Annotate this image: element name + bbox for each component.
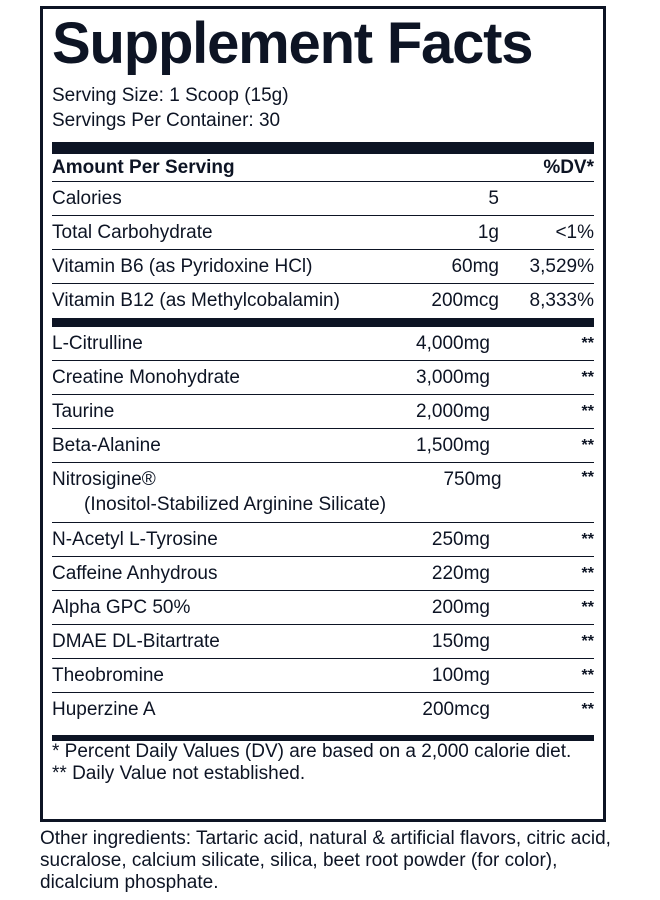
ingredient-dv: ** — [581, 666, 594, 684]
ingredient-amount: 150mg — [431, 630, 490, 652]
ingredient-dv: ** — [581, 632, 594, 650]
ingredient-row — [52, 557, 594, 591]
serving-size: Serving Size: 1 Scoop (15g) — [52, 85, 289, 106]
nutrient-dv: <1% — [555, 221, 594, 243]
ingredient-name: Alpha GPC 50% — [52, 596, 191, 618]
ingredient-row — [52, 429, 594, 463]
ingredient-amount: 220mg — [431, 562, 490, 584]
thick-divider — [52, 142, 594, 154]
ingredient-dv: ** — [581, 436, 594, 454]
section-divider — [52, 318, 594, 327]
ingredient-name: Nitrosigine® — [52, 469, 156, 490]
ingredient-name: N-Acetyl L-Tyrosine — [52, 528, 218, 550]
ingredient-name: Creatine Monohydrate — [52, 366, 240, 388]
servings-per-container: Servings Per Container: 30 — [52, 110, 281, 131]
ingredient-name: Beta-Alanine — [52, 434, 161, 456]
ingredient-dv: ** — [581, 598, 594, 616]
footnote-dv: * Percent Daily Values (DV) are based on a 2,000 calorie diet. — [52, 741, 572, 762]
amount-header-row — [52, 154, 594, 182]
nutrient-row — [52, 284, 594, 318]
ingredient-row — [52, 659, 594, 693]
ingredient-row — [52, 591, 594, 625]
nutrient-name: Vitamin B6 (as Pyridoxine HCl) — [52, 255, 313, 277]
ingredient-row — [52, 463, 594, 523]
panel-title: Supplement Facts — [52, 11, 533, 76]
nutrient-row — [52, 182, 594, 216]
ingredient-dv: ** — [581, 701, 594, 718]
nutrient-name: Calories — [52, 187, 122, 209]
ingredient-dv: ** — [581, 564, 594, 582]
nutrient-row — [52, 250, 594, 284]
amount-per-serving-label: Amount Per Serving — [52, 156, 235, 178]
ingredient-name: Theobromine — [52, 664, 164, 686]
ingredient-amount: 100mg — [431, 664, 490, 686]
ingredient-amount: 250mg — [431, 528, 490, 550]
ingredient-amount: 1,500mg — [416, 434, 490, 456]
footnote-not-established: ** Daily Value not established. — [52, 763, 306, 784]
ingredient-row — [52, 327, 594, 361]
ingredient-name: L-Citrulline — [52, 332, 143, 354]
ingredient-dv: ** — [581, 402, 594, 420]
ingredient-amount: 200mcg — [422, 699, 490, 720]
nutrient-dv: 3,529% — [529, 255, 594, 277]
nutrient-amount: 1g — [477, 221, 499, 243]
nutrient-amount: 200mcg — [431, 290, 499, 311]
ingredient-dv: ** — [581, 368, 594, 386]
ingredient-name-block — [52, 469, 386, 516]
ingredient-dv: ** — [581, 334, 594, 352]
ingredient-name: Taurine — [52, 400, 115, 422]
ingredient-row — [52, 523, 594, 557]
ingredient-row — [52, 693, 594, 727]
nutrient-row — [52, 216, 594, 250]
nutrient-name: Vitamin B12 (as Methylcobalamin) — [52, 290, 340, 311]
ingredient-dv: ** — [581, 530, 594, 548]
ingredient-dv: ** — [581, 469, 594, 486]
supplement-facts-panel — [40, 6, 606, 822]
nutrient-amount: 5 — [488, 187, 499, 209]
ingredient-name: DMAE DL-Bitartrate — [52, 630, 220, 652]
ingredient-name: Caffeine Anhydrous — [52, 562, 218, 584]
ingredient-amount: 200mg — [431, 596, 490, 618]
ingredient-subname: (Inositol-Stabilized Arginine Silicate) — [84, 494, 387, 515]
ingredient-row — [52, 395, 594, 429]
ingredient-name: Huperzine A — [52, 699, 156, 720]
nutrient-name: Total Carbohydrate — [52, 221, 213, 243]
nutrient-dv: 8,333% — [529, 290, 594, 311]
ingredient-amount: 4,000mg — [416, 332, 490, 354]
other-ingredients: Other ingredients: Tartaric acid, natural & artificial flavors, citric acid, sucralose, calcium silicate, silica, beet root powder (for color), dicalcium phosphate. — [40, 828, 611, 893]
ingredient-row — [52, 625, 594, 659]
ingredient-amount: 3,000mg — [416, 366, 490, 388]
nutrient-amount: 60mg — [451, 255, 499, 277]
ingredient-row — [52, 361, 594, 395]
dv-header-label: %DV* — [543, 156, 594, 178]
ingredient-amount: 2,000mg — [416, 400, 490, 422]
ingredient-amount: 750mg — [443, 469, 502, 490]
